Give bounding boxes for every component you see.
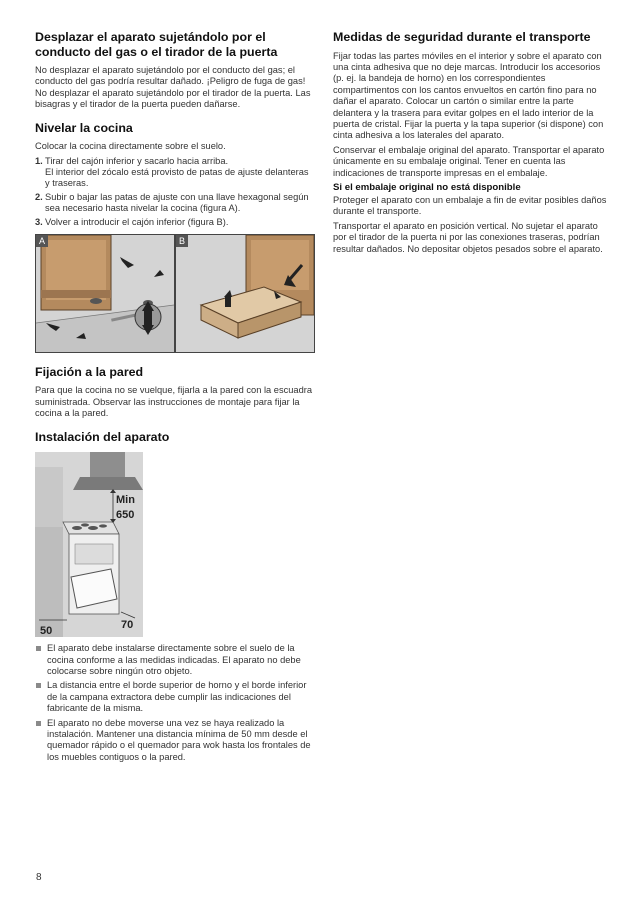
text-transport-warning: No desplazar el aparato sujetándolo por el conducto del gas; el conducto del gas podría resultar dañado. ¡Peligro de fuga de gas! No desplazar el aparato sujetándolo por el tirador de la puerta. Las bisagras y el tirador de la puerta pueden dañarse. [35, 65, 311, 110]
step-text: Volver a introducir el cajón inferior (figura B). [45, 216, 229, 227]
step-number: 3. [35, 216, 43, 227]
text-transport-p1: Fijar todas las partes móviles en el interior y sobre el aparato con una cinta adhesiva que no deje marcas. Introducir los accesorios (p. ej. la bandeja de horno) en los correspondientes compartimentos con los cantos envueltos en cartón fino para no dañar el aparato. Colocar un cartón o similar entre la parte delantera y la trasera para evitar golpes en el lado interior de la puerta de cristal. Fijar la puerta y la tapa superior (si dispone) con cinta adhesiva a los laterales del aparato. [333, 50, 604, 141]
dim-50-label: 50 [40, 625, 53, 638]
figures-row [35, 234, 315, 353]
step-subtext: El interior del zócalo está provisto de patas de ajuste delanteras y traseras. [45, 166, 309, 189]
figure-a-illustration [36, 235, 174, 352]
figure-b-illustration [176, 235, 314, 352]
heading-wall-fix: Fijación a la pared [35, 364, 144, 379]
section-transport-warning [35, 30, 315, 111]
heading-transport-safety: Medidas de seguridad durante el transporte [333, 30, 591, 44]
list-item [35, 643, 315, 677]
step-3 [35, 217, 315, 228]
bullet-text: El aparato no debe moverse una vez se haya realizado la instalación. Mantener una distancia mínima de 50 mm desde el quemador rápido o el quemador para wok hasta los frontales de los muebles contiguos o la pared. [47, 717, 311, 762]
bullet-text: La distancia entre el borde superior de horno y el borde inferior de la campana extractora debe cumplir las indicaciones del fabricante de la misma. [47, 680, 307, 714]
installation-bullets [35, 643, 315, 763]
step-text: Tirar del cajón inferior y sacarlo hacia arriba. [45, 155, 229, 166]
list-item [35, 680, 315, 714]
dim-650-label: 650 [116, 509, 135, 522]
figure-a-label: A [36, 235, 48, 247]
text-transport-p3: Proteger el aparato con un embalaje a fin de evitar posibles daños durante el transporte. [333, 194, 607, 217]
section-level [35, 121, 315, 353]
figure-b-label: B [176, 235, 188, 247]
bullet-square-icon [36, 721, 41, 726]
section-transport-safety [333, 30, 613, 255]
step-1 [35, 156, 315, 190]
step-number: 2. [35, 191, 43, 202]
right-column [333, 30, 613, 265]
installation-illustration [35, 452, 143, 637]
step-text: Subir o bajar las patas de ajuste con una llave hexagonal según sea necesario hasta nivelar la cocina (figura A). [45, 191, 309, 214]
dim-70-label: 70 [121, 619, 134, 632]
text-transport-p4: Transportar el aparato en posición vertical. No sujetar el aparato por el tirador de la puerta ni por las conexiones traseras, podrían resultar dañados. No depositar objetos pesados sobre el aparato. [333, 220, 603, 254]
subheading-no-packaging: Si el embalaje original no está disponible [333, 181, 521, 193]
heading-transport-warning: Desplazar el aparato sujetándolo por el conducto del gas o el tirador de la puerta [35, 30, 278, 59]
bullet-square-icon [36, 646, 41, 651]
step-2 [35, 192, 315, 215]
page-number: 8 [36, 872, 42, 883]
installation-diagram [35, 452, 143, 637]
text-wall-fix: Para que la cocina no se vuelque, fijarla a la pared con la escuadra suministrada. Observar las instrucciones de montaje para fijar la cocina a la pared. [35, 385, 313, 419]
bullet-square-icon [36, 683, 41, 688]
dim-min-label: Min [116, 494, 135, 507]
text-level-intro: Colocar la cocina directamente sobre el suelo. [35, 141, 226, 152]
figure-b [175, 234, 315, 353]
left-column [35, 30, 315, 773]
figure-a [35, 234, 175, 353]
bullet-text: El aparato debe instalarse directamente sobre el suelo de la cocina conforme a las medidas indicadas. El aparato no debe colocarse sobre ningún otro objeto. [47, 643, 301, 676]
step-number: 1. [35, 155, 43, 166]
text-transport-p2: Conservar el embalaje original del aparato. Transportar el aparato únicamente en su embalaje original. Tener en cuenta las indicaciones de transporte impresas en el embalaje. [333, 144, 605, 178]
section-wall-fix [35, 365, 315, 420]
section-installation [35, 430, 315, 764]
heading-level: Nivelar la cocina [35, 120, 133, 135]
list-item [35, 718, 315, 764]
heading-installation: Instalación del aparato [35, 429, 170, 444]
level-steps [35, 156, 315, 228]
